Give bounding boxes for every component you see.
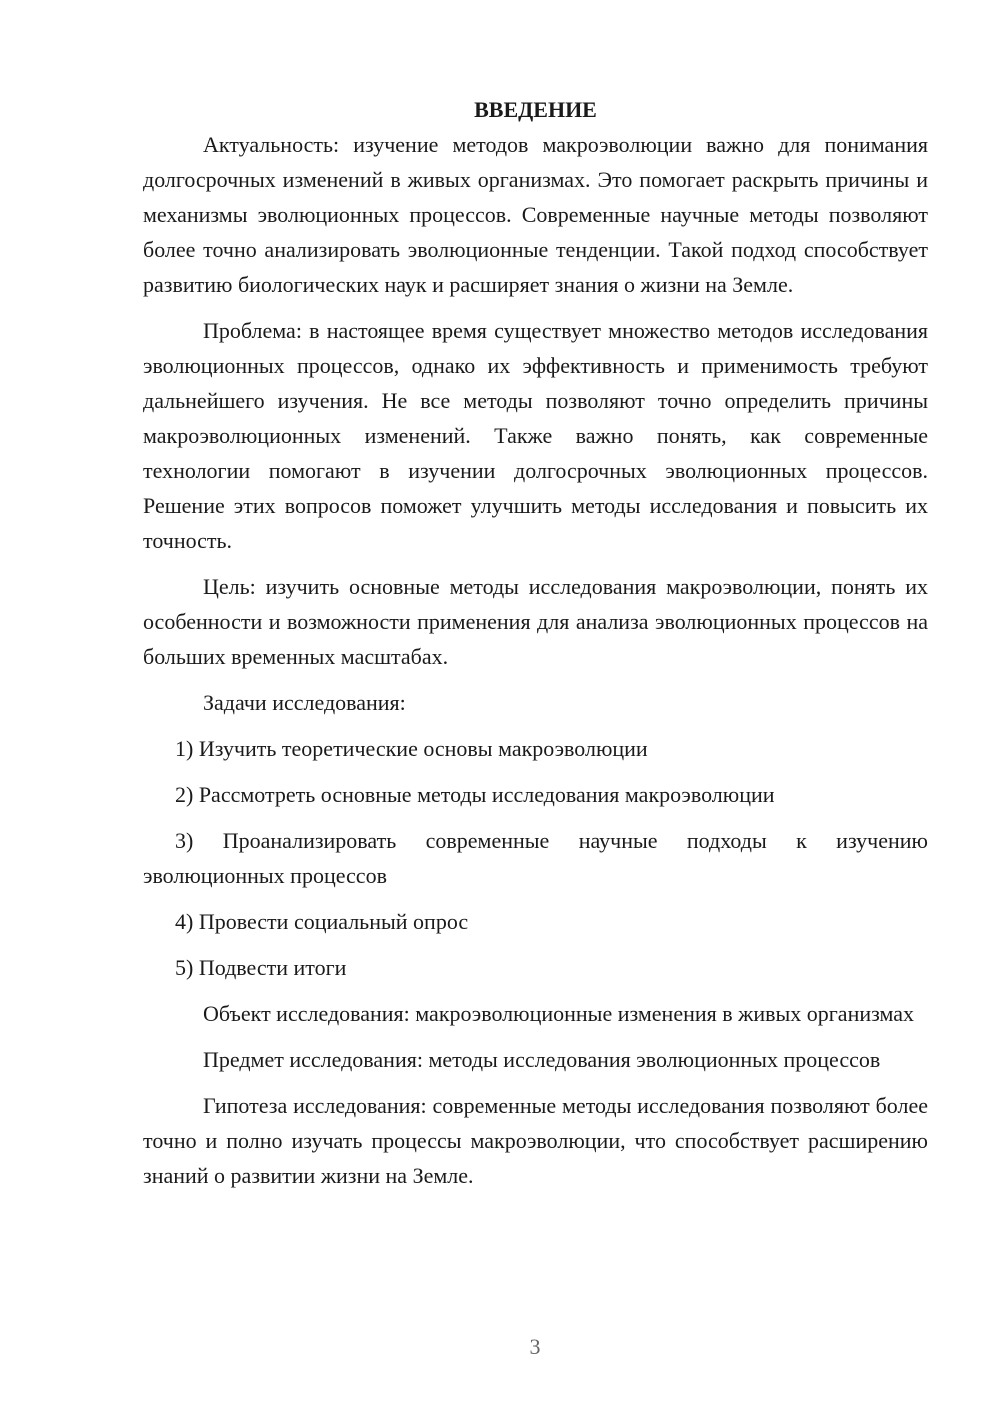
document-page — [143, 92, 928, 1193]
hypothesis-paragraph: Гипотеза исследования: современные методы исследования позволяют более точно и полно изучать процессы макроэволюции, что способствует расширению знаний о развитии жизни на Земле. — [143, 1093, 928, 1188]
list-item: 1) Изучить теоретические основы макроэволюции — [175, 736, 648, 761]
object-paragraph: Объект исследования: макроэволюционные изменения в живых организмах — [203, 1001, 915, 1026]
page-title: ВВЕДЕНИЕ — [474, 97, 597, 122]
list-item: 2) Рассмотреть основные методы исследования макроэволюции — [175, 782, 775, 807]
page-number: 3 — [529, 1334, 541, 1359]
list-item: 4) Провести социальный опрос — [175, 909, 469, 934]
problem-paragraph: Проблема: в настоящее время существует множество методов исследования эволюционных процессов, однако их эффективность и применимость требуют дальнейшего изучения. Не все методы позволяют точно определить причины макроэволюционных изменений. Также важно понять, как современные технологии помогают в изучении долгосрочных эволюционных процессов. Решение этих вопросов поможет улучшить методы исследования и повысить их точность. — [143, 318, 928, 553]
goal-paragraph: Цель: изучить основные методы исследования макроэволюции, понять их особенности и возможности применения для анализа эволюционных процессов на больших временных масштабах. — [143, 574, 928, 669]
relevance-paragraph: Актуальность: изучение методов макроэволюции важно для понимания долгосрочных изменений в живых организмах. Это помогает раскрыть причины и механизмы эволюционных процессов. Современные научные методы позволяют более точно анализировать эволюционные тенденции. Такой подход способствует развитию биологических наук и расширяет знания о жизни на Земле. — [143, 132, 928, 297]
list-item: 3) Проанализировать современные научные подходы к изучению эволюционных процессов — [143, 828, 928, 888]
tasks-heading: Задачи исследования: — [203, 690, 406, 715]
list-item: 5) Подвести итоги — [175, 955, 347, 980]
subject-paragraph: Предмет исследования: методы исследования эволюционных процессов — [203, 1047, 881, 1072]
